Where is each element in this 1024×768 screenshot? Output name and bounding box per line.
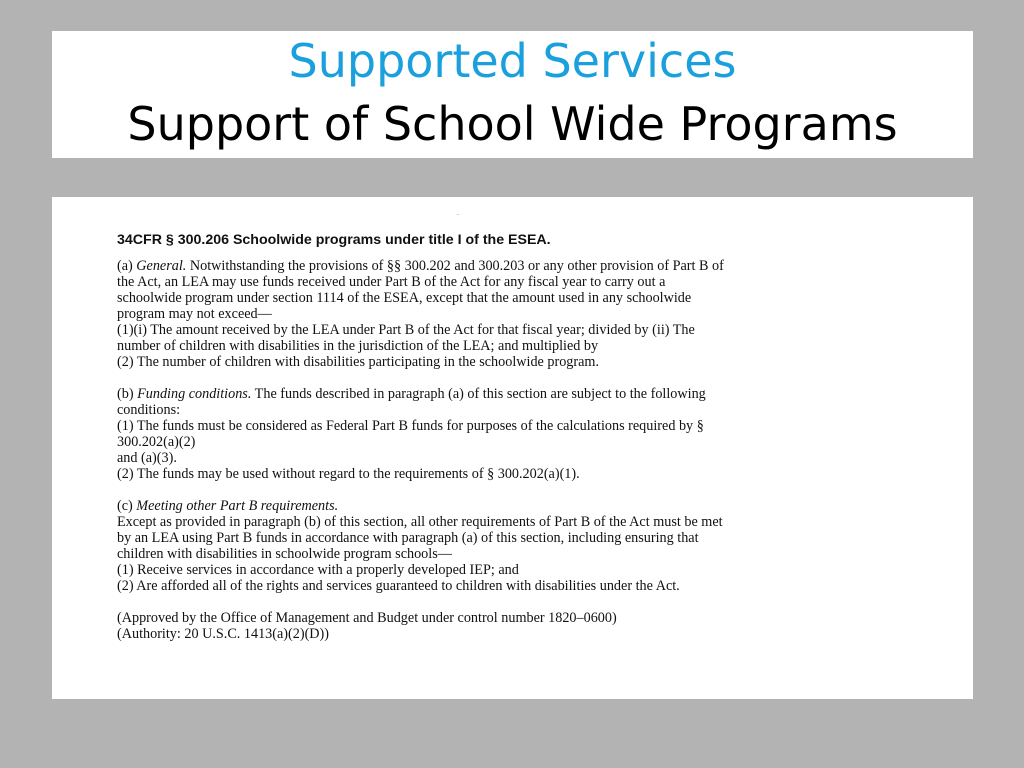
- section-b-line: 300.202(a)(2): [117, 434, 196, 450]
- scan-speck: [457, 214, 459, 215]
- section-b-first-line: [117, 386, 957, 402]
- authority-note: (Authority: 20 U.S.C. 1413(a)(2)(D)): [117, 626, 329, 642]
- section-c-label: (c): [117, 498, 137, 514]
- section-c: [117, 498, 957, 594]
- section-b-line: and (a)(3).: [117, 450, 177, 466]
- section-c-line: children with disabilities in schoolwide program schools—: [117, 546, 452, 562]
- section-b: [117, 386, 957, 482]
- slide-title-box: [52, 31, 973, 158]
- section-b-first-line-text: The funds described in paragraph (a) of this section are subject to the following: [251, 386, 706, 402]
- section-a: [117, 258, 957, 370]
- section-a-first-line: [117, 258, 957, 274]
- section-c-line: by an LEA using Part B funds in accordance with paragraph (a) of this section, including ensuring that: [117, 530, 699, 546]
- section-a-line: (2) The number of children with disabilities participating in the schoolwide program.: [117, 354, 599, 370]
- section-a-line: schoolwide program under section 1114 of the ESEA, except that the amount used in any schoolwide: [117, 290, 692, 306]
- approval-note: (Approved by the Office of Management and Budget under control number 1820–0600): [117, 610, 617, 626]
- section-a-line: number of children with disabilities in the jurisdiction of the LEA; and multiplied by: [117, 338, 599, 354]
- section-a-line: (1)(i) The amount received by the LEA under Part B of the Act for that fiscal year; divided by (ii) The: [117, 322, 695, 338]
- regulation-heading: 34CFR § 300.206 Schoolwide programs under title I of the ESEA.: [117, 232, 551, 248]
- section-b-line: conditions:: [117, 402, 181, 418]
- regulation-text: [117, 231, 957, 658]
- section-b-line: (2) The funds may be used without regard to the requirements of § 300.202(a)(1).: [117, 466, 580, 482]
- slide-subtitle: Support of School Wide Programs: [127, 97, 898, 151]
- section-c-line: (1) Receive services in accordance with a properly developed IEP; and: [117, 562, 519, 578]
- section-c-first-line: [117, 498, 957, 514]
- section-c-italic-title: Meeting other Part B requirements.: [136, 498, 339, 514]
- section-a-line: the Act, an LEA may use funds received under Part B of the Act for any fiscal year to carry out a: [117, 274, 666, 290]
- slide-title: Supported Services: [288, 34, 737, 88]
- section-a-label: (a): [117, 258, 137, 274]
- section-c-line: (2) Are afforded all of the rights and services guaranteed to children with disabilities under the Act.: [117, 578, 680, 594]
- section-a-first-line-text: Notwithstanding the provisions of §§ 300.202 and 300.203 or any other provision of Part B of: [186, 258, 724, 274]
- section-b-label: (b): [117, 386, 138, 402]
- section-a-italic-title: General.: [136, 258, 187, 274]
- regulation-footer: [117, 610, 957, 642]
- section-b-line: (1) The funds must be considered as Federal Part B funds for purposes of the calculations required by §: [117, 418, 704, 434]
- section-c-line: Except as provided in paragraph (b) of this section, all other requirements of Part B of the Act must be met: [117, 514, 723, 530]
- regulation-image-panel: [52, 197, 973, 699]
- section-b-italic-title: Funding conditions.: [137, 386, 252, 402]
- section-a-line: program may not exceed—: [117, 306, 272, 322]
